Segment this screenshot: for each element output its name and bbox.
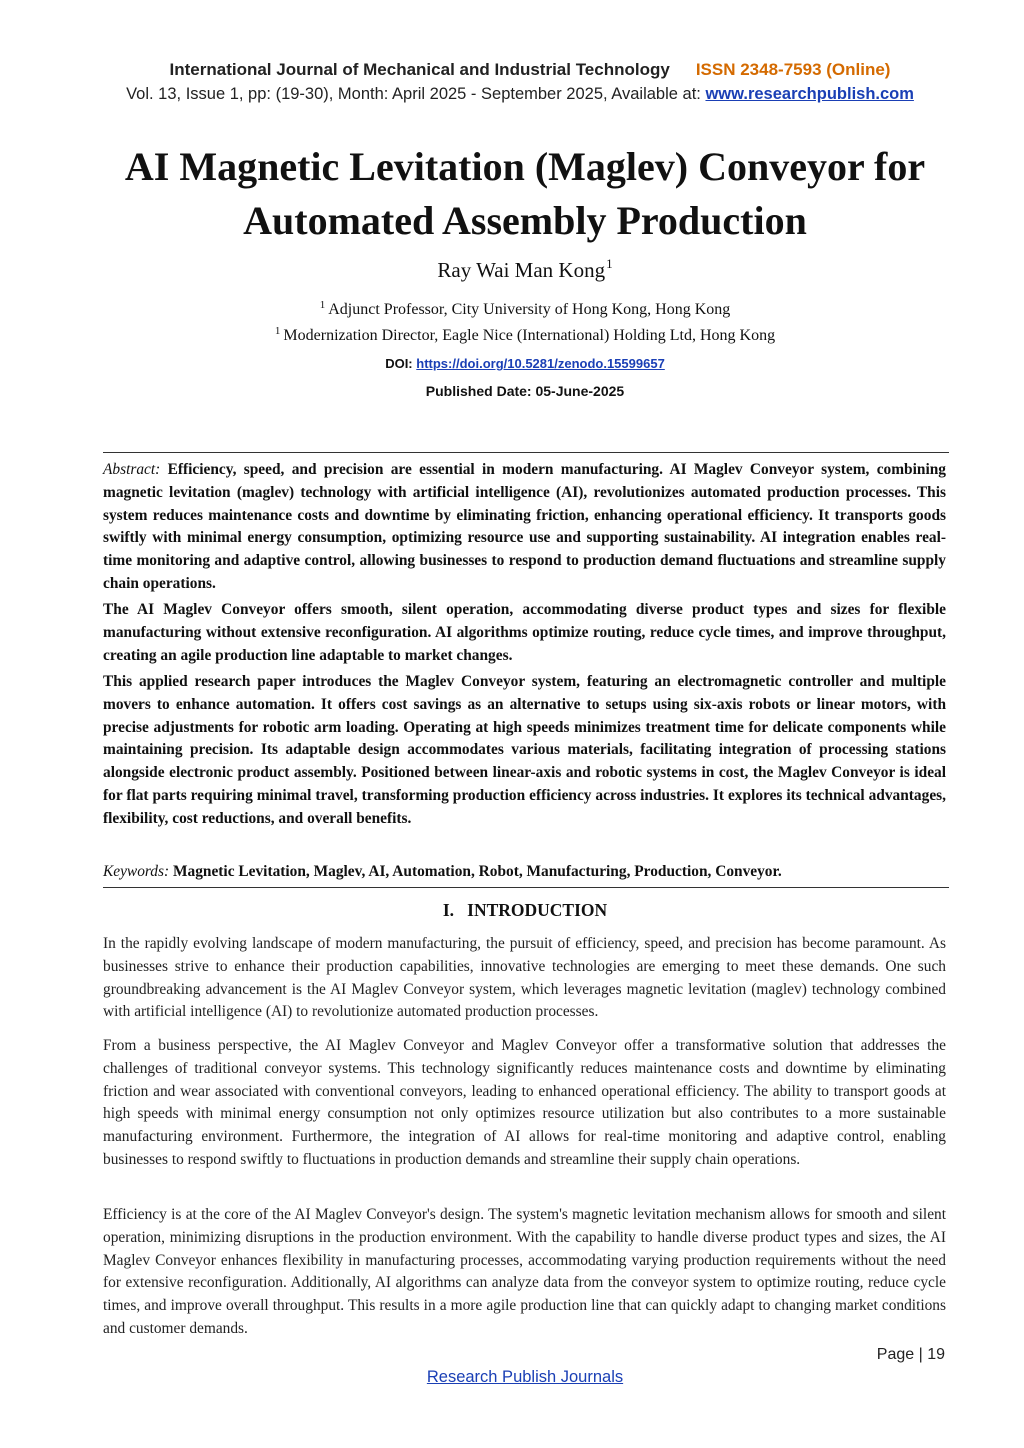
doi-label: DOI: [385, 356, 413, 371]
intro-paragraph-2: From a business perspective, the AI Maglev Conveyor and Maglev Conveyor offer a transformative solution that addresses the challenges of traditional conveyor systems. This technology significantly reduces maintenance costs and downtime by eliminating friction and wear associated with conventional conveyors, leading to enhanced operational efficiency. The ability to transport goods at high speeds with minimal energy consumption not only optimizes resource utilization but also contributes to a more sustainable manufacturing environment. Furthermore, the integration of AI allows for real-time monitoring and adaptive control, enabling businesses to respond swiftly to fluctuations in production demands and streamline their supply chain operations. [103, 1037, 946, 1168]
title-line-1: AI Magnetic Levitation (Maglev) Conveyor for [124, 144, 926, 189]
affiliation-2 [0, 327, 1024, 345]
published-date: Published Date: 05-June-2025 [425, 383, 625, 399]
keywords-text: Magnetic Levitation, Maglev, AI, Automation, Robot, Manufacturing, Production, Conveyor. [172, 863, 782, 880]
issn: ISSN 2348-7593 (Online) [695, 60, 891, 79]
author-sup: 1 [606, 256, 613, 271]
paper-title [60, 140, 990, 248]
affiliation-2-sup: 1 [274, 325, 281, 337]
abstract-paragraph-3: This applied research paper introduces the Maglev Conveyor system, featuring an electromagnetic controller and multiple movers to enhance automation. It offers cost savings as an alternative to setups using six-axis robots or linear motors, with precise adjustments for robotic arm loading. Operating at high speeds minimizes treatment time for delicate components while maintaining precision. Its adaptable design accommodates various materials, facilitating integration of processing stations alongside electronic product assembly. Positioned between linear-axis and robotic systems in cost, the Maglev Conveyor is ideal for flat parts requiring minimal travel, transforming production efficiency across industries. It explores its technical advantages, flexibility, cost reductions, and overall benefits. [103, 673, 946, 827]
doi-line [0, 356, 1024, 371]
affiliation-1 [0, 301, 1024, 319]
abstract-paragraph-2: The AI Maglev Conveyor offers smooth, silent operation, accommodating diverse product types and sizes for flexible manufacturing without extensive reconfiguration. AI algorithms optimize routing, reduce cycle times, and improve throughput, creating an agile production line adaptable to market changes. [103, 601, 946, 664]
volume-line [0, 85, 1024, 104]
keywords [103, 863, 949, 881]
site-link[interactable]: www.researchpublish.com [705, 85, 914, 103]
doi-link[interactable]: https://doi.org/10.5281/zenodo.15599657 [416, 356, 665, 371]
affiliation-1-sup: 1 [319, 299, 326, 311]
abstract-label: Abstract: [103, 461, 161, 478]
affiliation-2-text: Modernization Director, Eagle Nice (International) Holding Ltd, Hong Kong [283, 327, 776, 344]
abstract-bottom-rule [103, 887, 949, 888]
abstract-paragraph-1 [103, 459, 946, 596]
keywords-label: Keywords: [103, 863, 170, 880]
journal-name: International Journal of Mechanical and Industrial Technology [169, 60, 670, 79]
abstract-p1-text: Efficiency, speed, and precision are essential in modern manufacturing. AI Maglev Conveyor system, combining magnetic levitation (maglev) technology with artificial intelligence (AI), revolutionizes automated production processes. This system reduces maintenance costs and downtime by eliminating friction, enhancing operational efficiency. It transports goods swiftly with minimal energy consumption, optimizing resource use and supporting sustainability. AI integration enables real-time monitoring and adaptive control, allowing businesses to respond to production demand fluctuations and streamline supply chain operations. [103, 461, 946, 592]
title-line-2: Automated Assembly Production [243, 198, 807, 243]
section-heading-introduction: I. INTRODUCTION [442, 900, 608, 920]
abstract-top-rule [103, 452, 949, 453]
publisher-link[interactable]: Research Publish Journals [426, 1368, 624, 1386]
author-name: Ray Wai Man Kong [437, 258, 606, 282]
footer [0, 1368, 1024, 1387]
volume-info: Vol. 13, Issue 1, pp: (19-30), Month: April 2025 - September 2025, Available at: [126, 85, 701, 103]
page-number: Page | 19 [876, 1346, 945, 1363]
journal-header [0, 60, 1024, 80]
intro-paragraph-1: In the rapidly evolving landscape of modern manufacturing, the pursuit of efficiency, speed, and precision has become paramount. As businesses strive to enhance their production capabilities, innovative technologies are emerging to meet these demands. One such groundbreaking advancement is the AI Maglev Conveyor system, which leverages magnetic levitation (maglev) technology combined with artificial intelligence (AI) to revolutionize automated production processes. [103, 935, 946, 1021]
intro-paragraph-3: Efficiency is at the core of the AI Maglev Conveyor's design. The system's magnetic levitation mechanism allows for smooth and silent operation, minimizing disruptions in the production environment. With the capability to handle diverse product types and sizes, the AI Maglev Conveyor enhances flexibility in manufacturing processes, accommodating varying production requirements without the need for extensive reconfiguration. Additionally, AI algorithms can analyze data from the conveyor system to optimize routing, reduce cycle times, and improve overall throughput. This results in a more agile production line that can quickly adapt to changing market conditions and customer demands. [103, 1206, 946, 1337]
author [0, 258, 1024, 283]
affiliation-1-text: Adjunct Professor, City University of Hong Kong, Hong Kong [328, 301, 731, 318]
